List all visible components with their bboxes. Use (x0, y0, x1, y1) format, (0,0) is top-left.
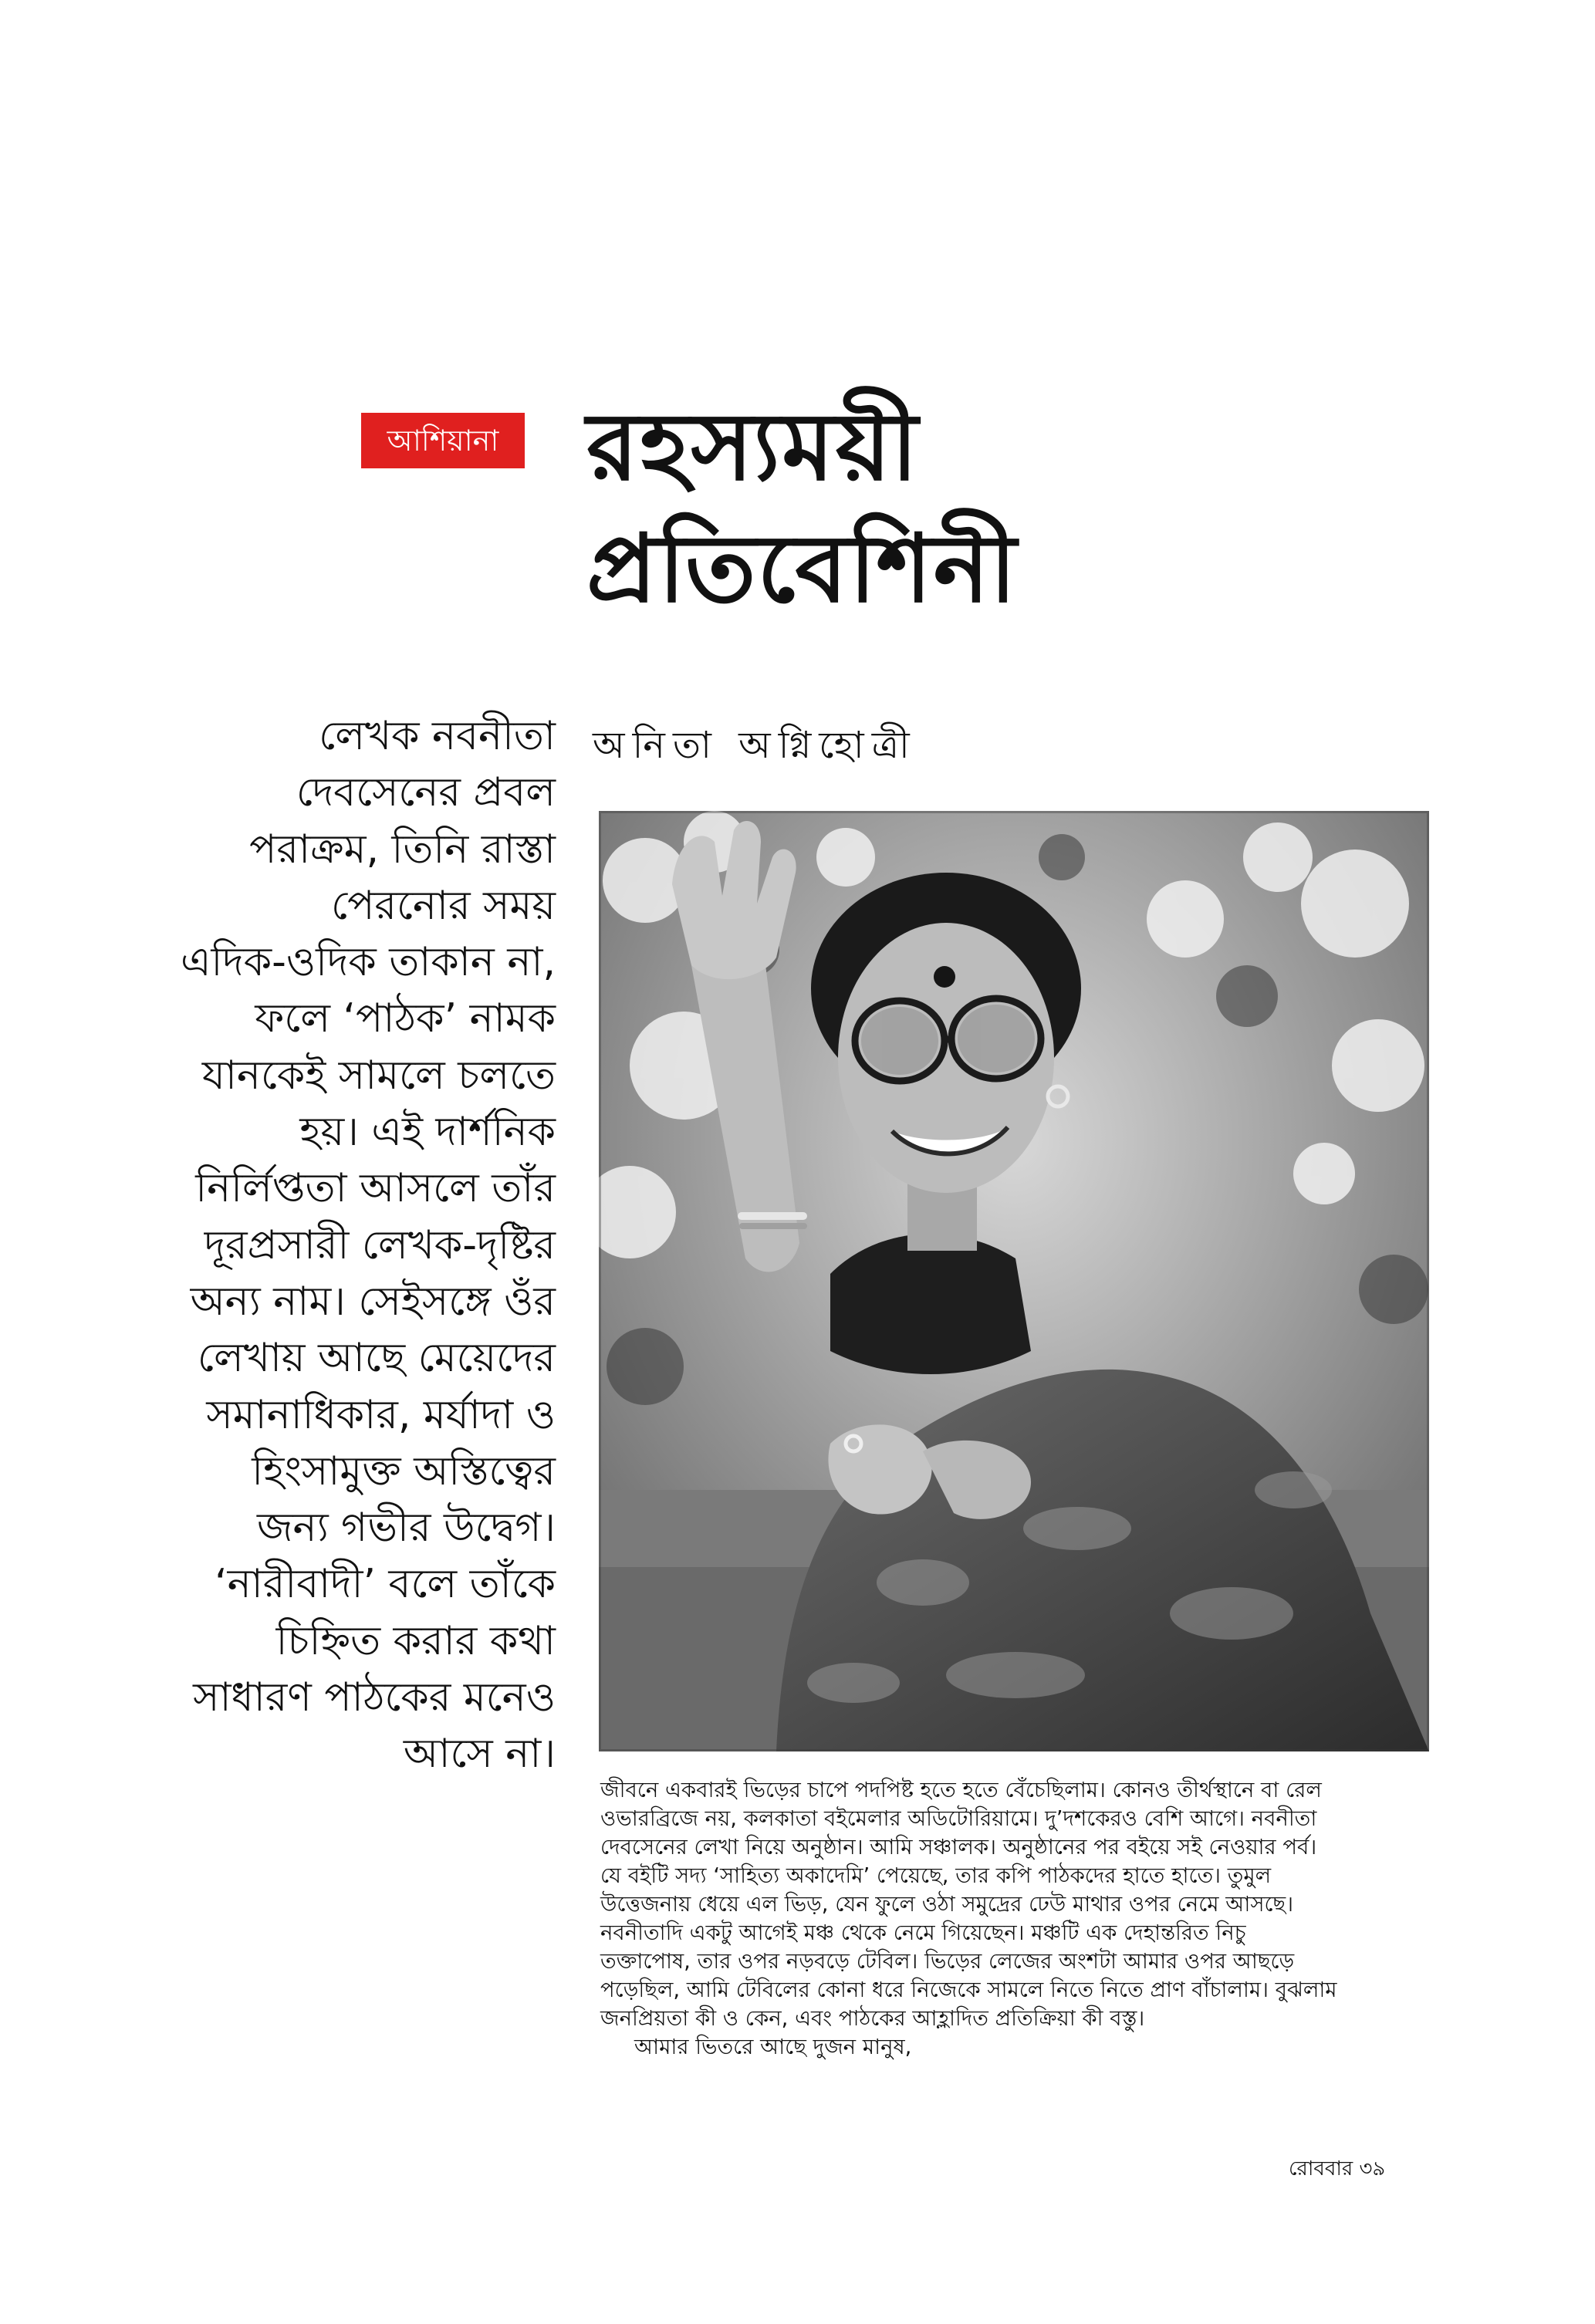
page-footer: রোববার ৩৯ (1289, 2157, 1386, 2180)
headline (586, 386, 1018, 630)
intro-line: দেবসেনের প্রবল (296, 769, 556, 816)
intro-line: সমানাধিকার, মর্যাদা ও (206, 1391, 556, 1438)
intro-line: পরাক্রম, তিনি রাস্তা (249, 826, 556, 873)
body-line: জীবনে একবারই ভিড়ের চাপে পদপিষ্ট হতে হতে বেঁচেছিলাম। কোনও তীর্থস্থানে বা রেল (600, 1778, 1322, 1802)
intro-line: লেখায় আছে মেয়েদের (197, 1335, 556, 1382)
body-line: ওভারব্রিজে নয়, কলকাতা বইমেলার অডিটোরিয়ামে। দু’দশকেরও বেশি আগে। নবনীতা (600, 1806, 1317, 1831)
intro-line: হিংসামুক্ত অস্তিত্বের (252, 1447, 556, 1495)
body-line: তক্তাপোষ, তার ওপর নড়বড়ে টেবিল। ভিড়ের লেজের অংশটা আমার ওপর আছড়ে (600, 1949, 1295, 1974)
intro-line: হয়। এই দার্শনিক (299, 1109, 556, 1156)
intro-line: নির্লিপ্ততা আসলে তাঁর (195, 1165, 556, 1212)
intro-line: সাধারণ পাঠকের মনেও (193, 1674, 556, 1721)
body-line: আমার ভিতরে আছে দুজন মানুষ, (634, 2035, 912, 2059)
body-line: দেবসেনের লেখা নিয়ে অনুষ্ঠান। আমি সঞ্চালক। অনুষ্ঠানের পর বইয়ে সই নেওয়ার পর্ব। (600, 1835, 1317, 1860)
intro-line: চিহ্নিত করার কথা (275, 1617, 556, 1664)
body-line: পড়েছিল, আমি টেবিলের কোনা ধরে নিজেকে সামলে নিতে নিতে প্রাণ বাঁচালাম। বুঝলাম (600, 1978, 1337, 2002)
author-portrait-photo (599, 811, 1429, 1751)
intro-line: ‘নারীবাদী’ বলে তাঁকে (215, 1561, 556, 1608)
intro-line: ফলে ‘পাঠক’ নামক (255, 995, 556, 1042)
body-line: যে বইটি সদ্য ‘সাহিত্য অকাদেমি’ পেয়েছে, তার কপি পাঠকদের হাতে হাতে। তুমুল (600, 1863, 1272, 1888)
headline-line-1: রহস্যময়ী (586, 392, 920, 502)
body-line: নবনীতাদি একটু আগেই মঞ্চ থেকে নেমে গিয়েছেন। মঞ্চটি এক দেহান্তরিত নিচু (600, 1920, 1246, 1945)
intro-line: এদিক-ওদিক তাকান না, (180, 939, 556, 986)
intro-line: অন্য নাম। সেইসঙ্গে ওঁর (190, 1278, 556, 1325)
body-line: জনপ্রিয়তা কী ও কেন, এবং পাঠকের আহ্লাদিত প্রতিক্রিয়া কী বস্তু। (600, 2006, 1145, 2031)
body-line: উত্তেজনায় ধেয়ে এল ভিড়, যেন ফুলে ওঠা সমুদ্রের ঢেউ মাথার ওপর নেমে আসছে। (600, 1892, 1294, 1917)
section-tag: আশিয়ানা (361, 413, 525, 468)
headline-line-2: প্রতিবেশিনী (586, 514, 1019, 623)
article-body (600, 1776, 1431, 2062)
intro-line: যানকেই সামলে চলতে (201, 1052, 556, 1099)
intro-line: আসে না। (403, 1731, 556, 1778)
byline: অনিতা অগ্নিহোত্রী (593, 724, 917, 767)
intro-line: পেরনোর সময় (331, 882, 556, 929)
intro-pullquote (147, 708, 556, 1783)
intro-line: লেখক নবনীতা (319, 713, 556, 759)
intro-line: দূরপ্রসারী লেখক-দৃষ্টির (204, 1221, 556, 1268)
intro-line: জন্য গভীর উদ্বেগ। (257, 1505, 556, 1552)
